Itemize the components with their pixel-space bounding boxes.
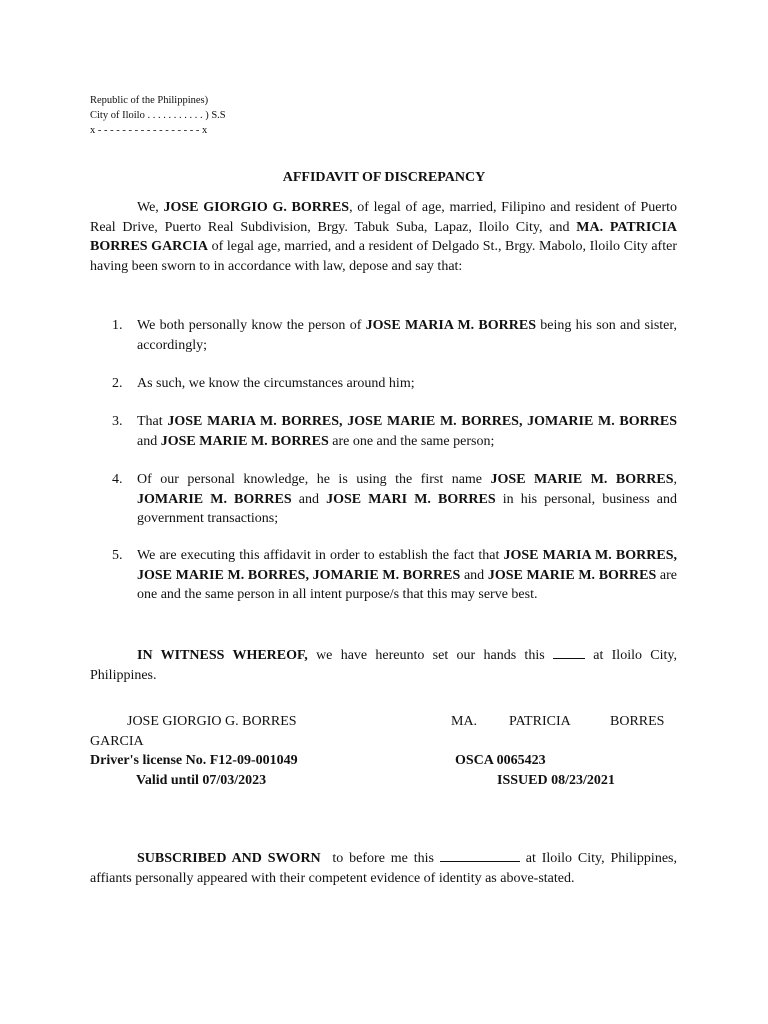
item-bold: JOSE MARIE M. BORRES — [160, 433, 329, 449]
signatory-right-name-2: PATRICIA — [509, 714, 571, 729]
list-number: 2. — [112, 376, 123, 391]
venue-separator: x - - - - - - - - - - - - - - - - - x — [90, 125, 208, 136]
document-title — [0, 170, 768, 186]
affiant-name-1: JOSE GIORGIO G. BORRES — [163, 200, 350, 215]
list-number: 1. — [112, 318, 123, 333]
item-text: Of our personal knowledge, he is using the first name — [137, 472, 491, 487]
intro-text: of legal age, married, and a resident of Delgado St., Brgy. Mabolo, Iloilo City after having been sworn to in accordance with law, depose and say that: — [90, 239, 677, 274]
jurat-text: to before me this — [320, 851, 440, 866]
list-number: 4. — [112, 472, 123, 487]
affiant-name-2: MA. PATRICIA BORRES GARCIA — [90, 219, 677, 254]
item-text: We both personally know the person of — [137, 318, 366, 333]
date-blank[interactable] — [553, 646, 585, 659]
list-item-text — [137, 470, 677, 529]
item-text: being his son and sister, accordingly; — [137, 318, 677, 353]
item-bold: JOSE MARIE M. BORRES — [490, 472, 674, 487]
signatory-right-name-3: BORRES — [610, 714, 665, 729]
list-number: 3. — [112, 414, 123, 429]
intro-text: , of legal of age, married, Filipino and resident of Puerto Real Drive, Puerto Real Subdivision, Brgy. Tabuk Suba, Lapaz, Iloilo City, and — [90, 200, 677, 235]
item-text: are one and the same person in all intent purpose/s that this may serve best. — [137, 567, 678, 602]
intro-text: We, — [137, 200, 164, 215]
signatory-right-name-1: MA. — [451, 714, 478, 729]
venue-block — [90, 93, 226, 138]
signatory-right-id: OSCA 0065423 — [455, 753, 546, 768]
signatory-right-issued: ISSUED 08/23/2021 — [497, 773, 615, 788]
item-text: and — [460, 567, 488, 583]
signatory-left-id: Driver's license No. F12-09-001049 — [90, 753, 298, 768]
signatory-left-name: JOSE GIORGIO G. BORRES — [127, 714, 297, 729]
item-text: As such, we know the circumstances around him; — [137, 376, 415, 391]
witness-text: at Iloilo City, Philippines. — [90, 648, 677, 683]
intro-paragraph — [90, 198, 677, 276]
jurat-heading: SUBSCRIBED AND SWORN — [137, 851, 321, 866]
item-bold: JOSE MARIA M. BORRES, JOSE MARIE M. BORRES, JOMARIE M. BORRES — [137, 548, 677, 583]
item-text: , — [673, 472, 677, 487]
item-bold: JOSE MARIA M. BORRES — [365, 318, 537, 333]
item-bold: JOMARIE M. BORRES — [137, 491, 292, 507]
venue-city: City of Iloilo . . . . . . . . . . . ) S.S — [90, 110, 226, 121]
list-item-text — [137, 412, 677, 451]
item-text: and — [291, 491, 327, 507]
item-bold: JOSE MARIA M. BORRES, JOSE MARIE M. BORRES, JOMARIE M. BORRES — [167, 414, 677, 429]
document-title-text: AFFIDAVIT OF DISCREPANCY — [282, 170, 486, 185]
item-bold: JOSE MARI M. BORRES — [326, 491, 496, 507]
jurat-paragraph — [90, 849, 677, 888]
venue-republic: Republic of the Philippines) — [90, 95, 209, 106]
item-text: That — [137, 414, 168, 429]
item-bold: JOSE MARIE M. BORRES — [487, 567, 657, 583]
witness-text: we have hereunto set our hands this — [307, 648, 553, 663]
jurat-text: at Iloilo City, Philippines, affiants personally appeared with their competent evidence of identity as above-stated. — [90, 851, 677, 886]
signatory-right-name-4: GARCIA — [90, 734, 144, 749]
item-text: and — [137, 433, 161, 449]
list-item-text — [137, 546, 677, 605]
witness-heading: IN WITNESS WHEREOF, — [137, 648, 308, 663]
list-number: 5. — [112, 548, 123, 563]
witness-paragraph — [90, 646, 677, 685]
signatory-left-valid: Valid until 07/03/2023 — [136, 773, 267, 788]
item-text: are one and the same person; — [328, 433, 495, 449]
list-item-text — [137, 316, 677, 355]
jurat-date-blank[interactable] — [440, 849, 520, 862]
list-item-text — [137, 374, 677, 394]
item-text: We are executing this affidavit in order to establish the fact that — [137, 548, 504, 563]
item-text: in his personal, business and government transactions; — [137, 491, 677, 526]
